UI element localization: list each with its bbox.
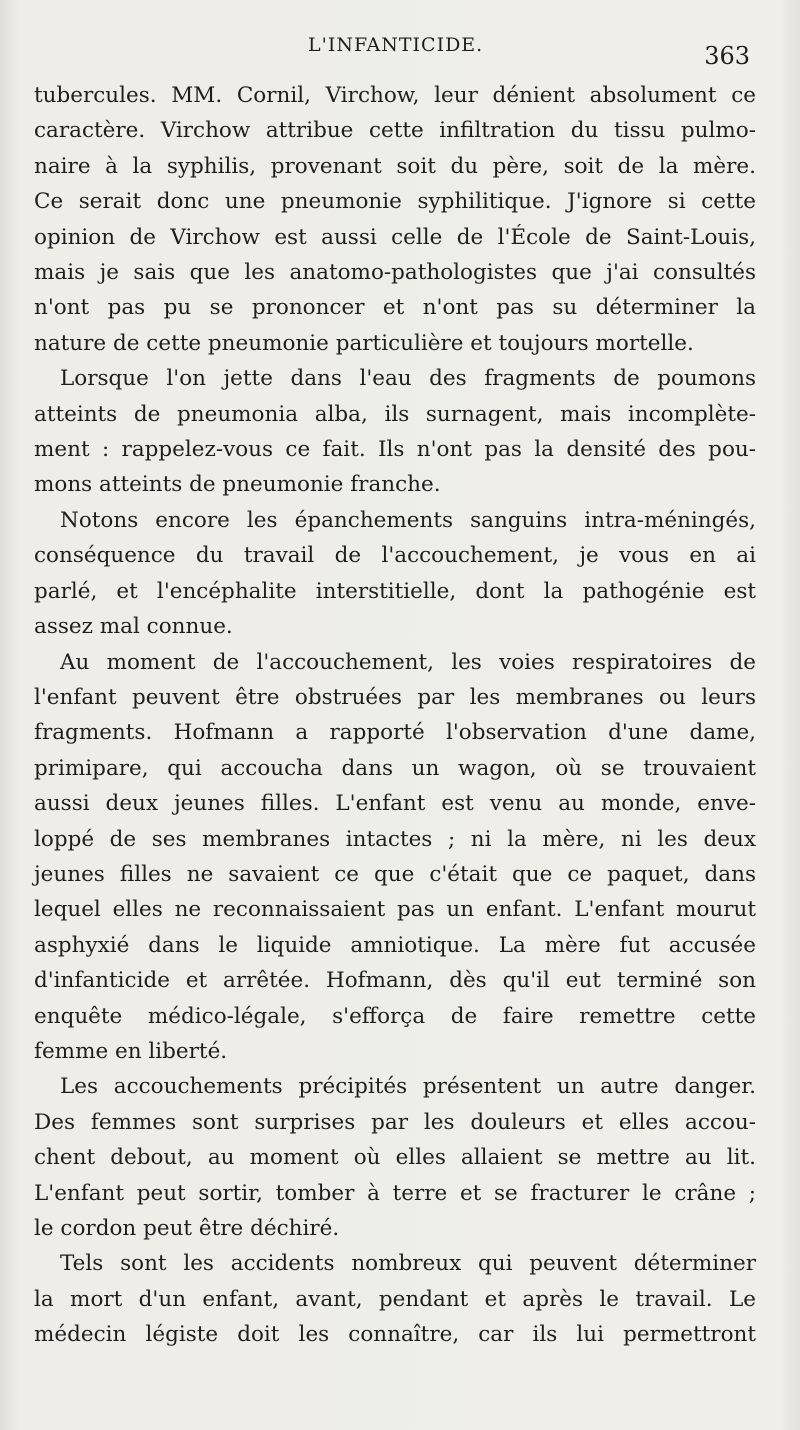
text-line: le cordon peut être déchiré. xyxy=(34,1216,340,1241)
text-line: aussi deux jeunes filles. L'enfant est venu au monde, enve- xyxy=(34,791,756,817)
text-line: atteints de pneumonia alba, ils surnagent, mais incomplète- xyxy=(34,401,756,427)
text-line: primipare, qui accoucha dans un wagon, où se trouvaient xyxy=(34,755,756,781)
text-line: la mort d'un enfant, avant, pendant et après le travail. Le xyxy=(34,1286,756,1312)
running-header xyxy=(0,28,800,68)
paragraph xyxy=(34,361,756,503)
text-line: Lorsque l'on jette dans l'eau des fragments de poumons xyxy=(60,366,756,392)
text-line: n'ont pas pu se prononcer et n'ont pas su déterminer la xyxy=(34,295,756,321)
text-line: enquête médico-légale, s'efforça de faire remettre cette xyxy=(34,1003,756,1029)
text-line: fragments. Hofmann a rapporté l'observation d'une dame, xyxy=(34,720,756,746)
text-line: Au moment de l'accouchement, les voies respiratoires de xyxy=(60,649,756,675)
text-line: Des femmes sont surprises par les douleurs et elles accou- xyxy=(34,1109,756,1135)
text-line: loppé de ses membranes intactes ; ni la mère, ni les deux xyxy=(34,826,756,852)
text-line: l'enfant peuvent être obstruées par les membranes ou leurs xyxy=(34,684,756,710)
paragraph xyxy=(34,503,756,645)
text-line: d'infanticide et arrêtée. Hofmann, dès qu'il eut terminé son xyxy=(34,968,756,994)
text-line: nature de cette pneumonie particulière et toujours mortelle. xyxy=(34,330,694,356)
text-line: ment : rappelez-vous ce fait. Ils n'ont pas la densité des pou- xyxy=(34,437,756,463)
text-line: L'enfant peut sortir, tomber à terre et se fracturer le crâne ; xyxy=(34,1180,756,1206)
text-line: Notons encore les épanchements sanguins intra-méningés, xyxy=(60,507,756,533)
paragraph xyxy=(34,1246,756,1352)
running-title: L'INFANTICIDE. xyxy=(308,34,484,56)
text-line: mons atteints de pneumonie franche. xyxy=(34,472,441,498)
paragraph xyxy=(34,645,756,1070)
text-line: Tels sont les accidents nombreux qui peuvent déterminer xyxy=(60,1251,756,1277)
text-line: Ce serait donc une pneumonie syphilitique. J'ignore si cette xyxy=(34,189,756,215)
text-line: jeunes filles ne savaient ce que c'était que ce paquet, dans xyxy=(34,861,756,887)
paragraph xyxy=(34,78,756,361)
paragraph xyxy=(34,1069,756,1246)
text-line: caractère. Virchow attribue cette infiltration du tissu pulmo- xyxy=(34,118,756,144)
text-line: chent debout, au moment où elles allaient se mettre au lit. xyxy=(34,1145,756,1171)
text-line: mais je sais que les anatomo-pathologistes que j'ai consultés xyxy=(34,260,756,286)
text-line: opinion de Virchow est aussi celle de l'École de Saint-Louis, xyxy=(34,224,756,250)
text-line: lequel elles ne reconnaissaient pas un enfant. L'enfant mourut xyxy=(34,897,756,923)
text-line: Les accouchements précipités présentent un autre danger. xyxy=(60,1074,756,1100)
text-line: tubercules. MM. Cornil, Virchow, leur dénient absolument ce xyxy=(34,83,756,108)
text-line: femme en liberté. xyxy=(34,1038,228,1064)
text-line: parlé, et l'encéphalite interstitielle, dont la pathogénie est xyxy=(34,578,756,604)
page-number: 363 xyxy=(704,42,750,70)
text-line: asphyxié dans le liquide amniotique. La mère fut accusée xyxy=(34,932,756,958)
text-line: naire à la syphilis, provenant soit du père, soit de la mère. xyxy=(34,153,756,179)
text-line: médecin légiste doit les connaître, car ils lui permettront xyxy=(34,1322,756,1348)
body-text xyxy=(34,78,756,1353)
text-line: assez mal connue. xyxy=(34,614,233,640)
text-line: conséquence du travail de l'accouchement, je vous en ai xyxy=(34,543,756,569)
